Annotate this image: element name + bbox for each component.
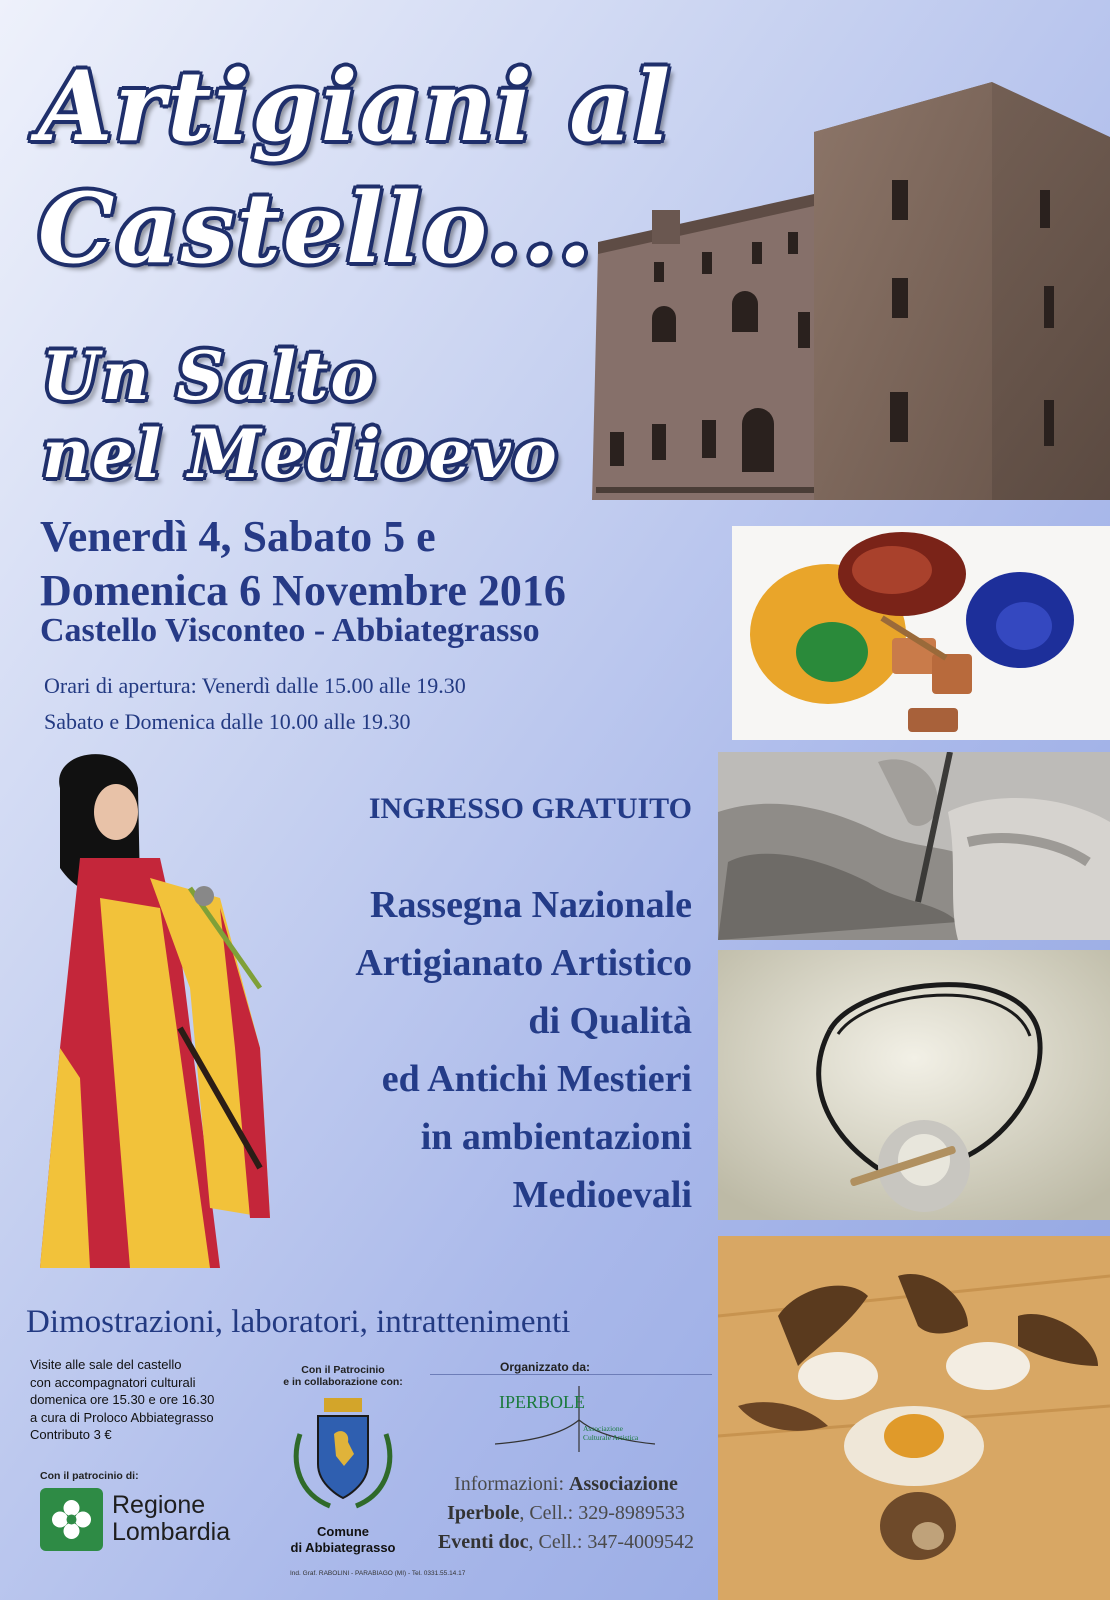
title-line-1: Artigiani al: [38, 50, 673, 163]
info-line-2: [420, 1499, 712, 1528]
event-place: Castello Visconteo - Abbiategrasso: [40, 612, 540, 649]
castle-visits-info: [30, 1356, 214, 1444]
costumed-lady-photo: [20, 748, 290, 1268]
iperbole-sub-line-2: Culturale Artistica: [583, 1433, 639, 1442]
info-prefix: Informazioni:: [454, 1473, 570, 1495]
info-phone-2: , Cell.: 347-4009542: [528, 1531, 695, 1553]
collab-line-1: Con il Patrocinio: [301, 1364, 385, 1376]
visits-line: Contributo 3 €: [30, 1427, 112, 1442]
description-line: Medioevali: [512, 1174, 692, 1216]
event-dates: [40, 510, 566, 618]
birds-carving-photo: [718, 1236, 1110, 1600]
iperbole-subtitle: [583, 1424, 638, 1442]
info-eventi-doc: Eventi doc: [437, 1531, 529, 1553]
comune-crest-icon: [290, 1394, 396, 1516]
castle-photo: [592, 82, 1110, 500]
info-line-1: [420, 1470, 712, 1499]
description-line: ed Antichi Mestieri: [381, 1058, 692, 1100]
dates-line-2: Domenica 6 Novembre 2016: [40, 566, 566, 615]
collaboration-heading: [283, 1364, 403, 1388]
regione-lombardia-logo: [40, 1488, 250, 1554]
lombardia-rose-icon: [40, 1488, 103, 1551]
printer-credit: Ind. Graf. RABOLINI - PARABIAGO (MI) - Tel. 0331.55.14.17: [290, 1570, 466, 1577]
comune-line-2: di Abbiategrasso: [290, 1540, 396, 1555]
region-line-2: Lombardia: [112, 1518, 231, 1546]
description-line: Rassegna Nazionale: [370, 884, 692, 926]
region-line-1: Regione: [112, 1491, 206, 1519]
iperbole-sub-line-1: Associazione: [583, 1424, 623, 1433]
enamel-bowls-photo: [732, 526, 1110, 740]
info-iperbole: Iperbole: [447, 1502, 520, 1524]
visits-line: con accompagnatori culturali: [30, 1374, 196, 1390]
title-line-2: Castello...: [38, 172, 594, 285]
collab-line-2: e in collaborazione con:: [283, 1376, 403, 1388]
description-line: di Qualità: [528, 1000, 692, 1042]
hours-line-2: Sabato e Domenica dalle 10.00 alle 19.30: [44, 709, 411, 734]
visits-line: domenica ore 15.30 e ore 16.30: [30, 1392, 215, 1407]
info-phone-1: , Cell.: 329-8989533: [519, 1502, 685, 1524]
visits-line: a cura di Proloco Abbiategrasso: [30, 1409, 214, 1425]
event-description: [355, 876, 692, 1224]
comune-label: [283, 1524, 403, 1556]
description-line: Artigianato Artistico: [355, 942, 692, 984]
woodcarving-photo: [718, 752, 1110, 940]
regione-lombardia-text: [112, 1492, 230, 1546]
subtitle-line-2: nel Medioevo: [42, 415, 559, 493]
info-line-3: [420, 1528, 712, 1557]
organizer-heading: Organizzato da:: [500, 1360, 591, 1374]
subtitle-line-1: Un Salto: [42, 337, 377, 415]
dates-line-1: Venerdì 4, Sabato 5 e: [40, 512, 436, 561]
hours-line-1: Orari di apertura: Venerdì dalle 15.00 alle 19.30: [44, 673, 466, 698]
info-association: Associazione: [569, 1473, 678, 1495]
free-entry-label: INGRESSO GRATUITO: [368, 792, 692, 825]
necklace-photo: [718, 950, 1110, 1220]
patronage-heading: Con il patrocinio di:: [40, 1470, 139, 1482]
description-line: in ambientazioni: [420, 1116, 692, 1158]
iperbole-name: IPERBOLE: [499, 1392, 586, 1412]
contact-info: [420, 1470, 712, 1557]
organizer-divider: [430, 1374, 712, 1375]
opening-hours: [44, 668, 466, 740]
activities-line: Dimostrazioni, laboratori, intrattenimenti: [26, 1304, 571, 1340]
iperbole-logo: [495, 1386, 655, 1456]
visits-line: Visite alle sale del castello: [30, 1357, 182, 1372]
comune-line-1: Comune: [317, 1524, 369, 1539]
